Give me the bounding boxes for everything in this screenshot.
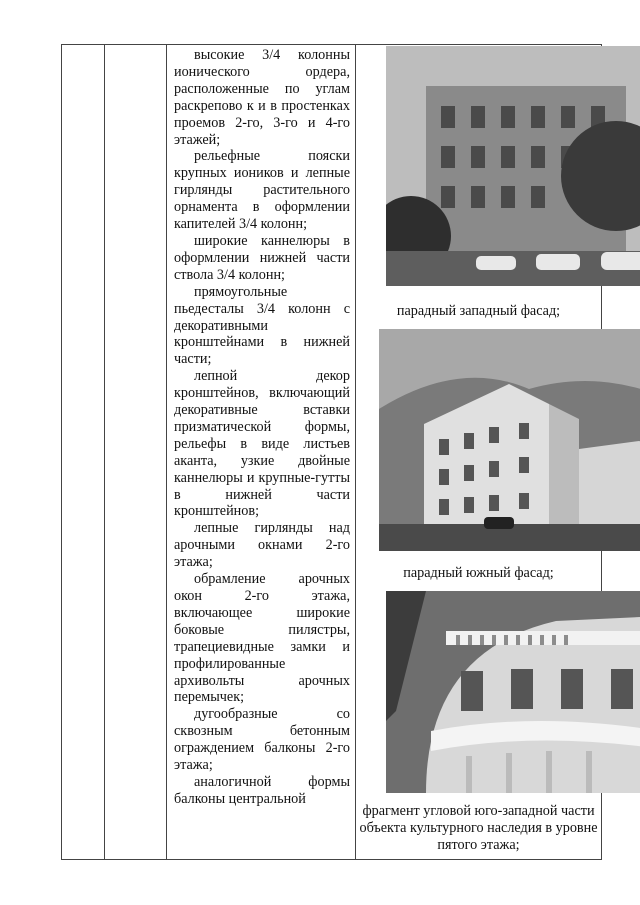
photo-caption: фрагмент угловой юго-западной части объекта культурного наследия в уровне пятого этажа; bbox=[359, 803, 598, 853]
feature-paragraph: дугообразные со сквозным бетонным ограждением балконы 2-го этажа; bbox=[174, 706, 350, 774]
feature-paragraph: лепные гирлянды над арочными окнами 2-го этажа; bbox=[174, 520, 350, 571]
feature-paragraph: рельефные пояски крупных иоников и лепные гирлянды растительного орнамента в оформлении капителей 3/4 колонн; bbox=[174, 148, 350, 233]
south-facade-photo bbox=[379, 329, 640, 551]
photo-caption: парадный южный фасад; bbox=[403, 565, 554, 581]
feature-paragraph: обрамление арочных окон 2-го этажа, включающее широкие боковые пилястры, трапециевидные замки и профилированные архивольты арочных перемычек; bbox=[174, 571, 350, 706]
row-subject-cell bbox=[105, 45, 167, 860]
feature-paragraph: аналогичной формы балконы центральной bbox=[174, 773, 350, 807]
row-number-cell bbox=[62, 45, 105, 860]
feature-paragraph: высокие 3/4 колонны ионического ордера, расположенные по углам раскрепово к и в простенках проемов 2-го, 3-го и 4-го этажей; bbox=[174, 47, 350, 148]
feature-paragraph: широкие каннелюры в оформлении нижней части ствола 3/4 колонн; bbox=[174, 232, 350, 283]
west-facade-photo bbox=[386, 46, 640, 286]
table-row bbox=[62, 45, 602, 860]
photos-cell bbox=[356, 45, 602, 860]
feature-paragraph: лепной декор кронштейнов, включающий декоративные вставки призматической формы, рельефы в виде листьев аканта, узкие двойные каннелюры и крупные-гутты в нижней части кронштейнов; bbox=[174, 368, 350, 520]
photo-caption: парадный западный фасад; bbox=[396, 303, 561, 319]
feature-paragraph: прямоугольные пьедесталы 3/4 колонн с декоративными кронштейнами в нижней части; bbox=[174, 283, 350, 368]
corner-fragment-photo bbox=[386, 591, 640, 793]
object-features-table bbox=[61, 44, 602, 860]
features-text-cell bbox=[167, 45, 356, 860]
